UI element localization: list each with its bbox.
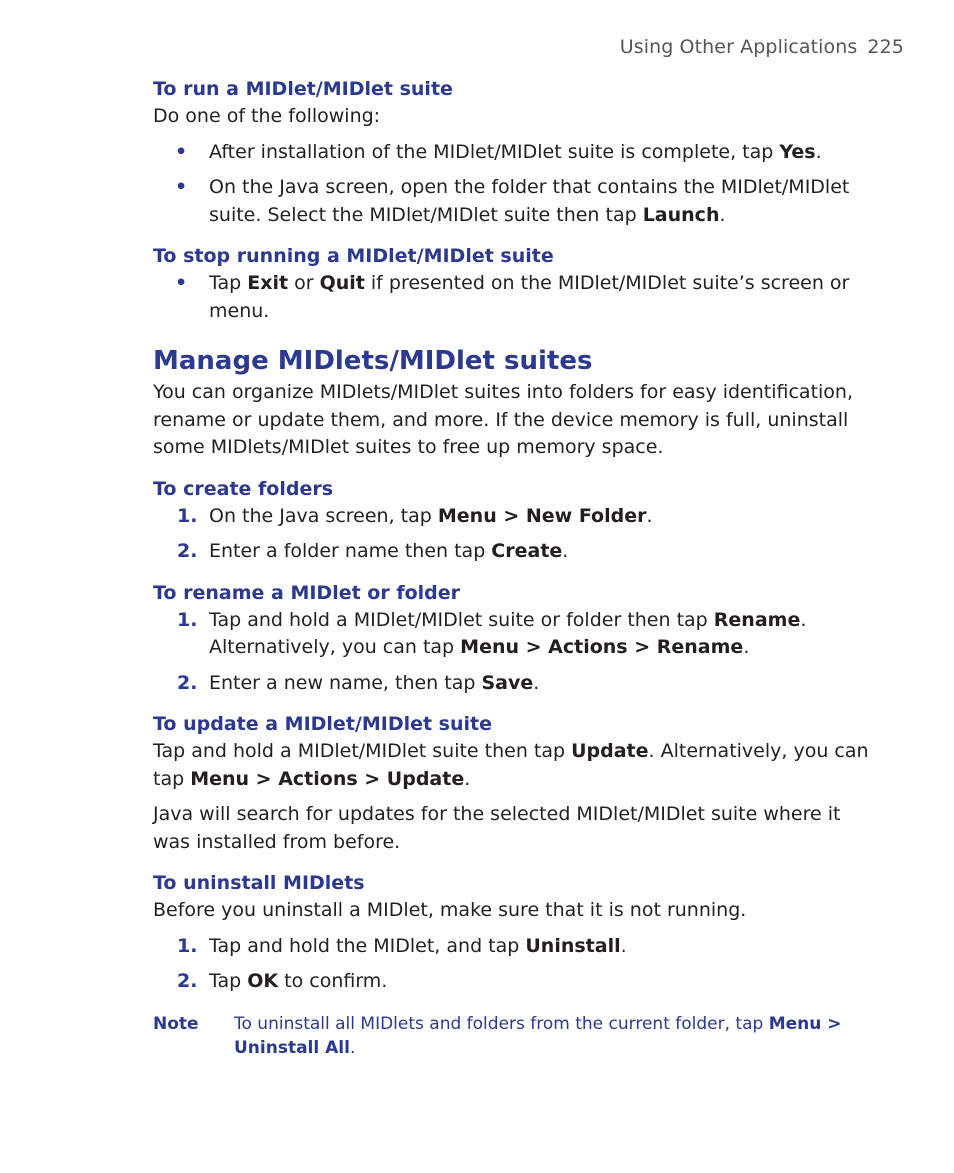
item-command: Yes xyxy=(779,140,816,163)
item-command: Launch xyxy=(642,203,720,226)
item-text: if presented on the MIDlet/MIDlet suite’s screen or menu. xyxy=(209,272,850,322)
item-text: . xyxy=(743,636,750,658)
item-text: . xyxy=(620,934,627,957)
item-text: Tap xyxy=(209,970,248,992)
page-header xyxy=(620,36,904,58)
item-command: Menu > New Folder xyxy=(437,504,647,527)
note-box xyxy=(153,1012,873,1060)
item-text: . xyxy=(646,504,653,527)
update-para xyxy=(153,738,873,793)
item-text: Tap xyxy=(209,272,248,294)
list-item xyxy=(153,270,873,325)
page-number: 225 xyxy=(867,36,904,58)
list-item xyxy=(153,174,873,229)
item-text: . xyxy=(719,203,726,226)
item-text: . xyxy=(815,140,822,163)
create-folders-section xyxy=(153,476,873,566)
item-text: . xyxy=(533,671,540,694)
uninstall-steps xyxy=(153,933,873,996)
note-command: Menu > Uninstall All xyxy=(234,1013,842,1058)
bullet-icon: • xyxy=(175,176,188,198)
list-item xyxy=(153,933,873,961)
item-text: . xyxy=(562,540,569,562)
list-item xyxy=(153,670,873,698)
note-text: . xyxy=(349,1037,356,1058)
item-text: On the Java screen, tap xyxy=(209,504,438,527)
item-text: Enter a folder name then tap xyxy=(209,540,492,562)
create-folders-heading: To create folders xyxy=(153,477,334,500)
run-suite-heading: To run a MIDlet/MIDlet suite xyxy=(153,78,453,100)
step-number: 2. xyxy=(177,671,198,694)
item-text: . Alternatively, you can tap xyxy=(209,608,807,658)
run-suite-list xyxy=(153,139,873,230)
section-title: Manage MIDlets/MIDlet suites xyxy=(153,346,593,376)
update-section xyxy=(153,711,873,856)
stop-suite-heading: To stop running a MIDlet/MIDlet suite xyxy=(153,245,554,267)
list-item xyxy=(153,538,873,566)
rename-section xyxy=(153,580,873,698)
item-command: Exit xyxy=(247,272,289,294)
step-number: 1. xyxy=(177,608,198,631)
list-item xyxy=(153,139,873,167)
item-command: Quit xyxy=(319,272,365,294)
uninstall-heading: To uninstall MIDlets xyxy=(153,872,365,894)
note-label: Note xyxy=(153,1013,199,1034)
manage-section xyxy=(153,345,873,462)
rename-heading: To rename a MIDlet or folder xyxy=(153,581,461,604)
run-suite-section xyxy=(153,76,873,229)
item-text: Enter a new name, then tap xyxy=(209,671,482,694)
create-folders-steps xyxy=(153,503,873,566)
bullet-icon: • xyxy=(175,140,188,163)
rename-steps xyxy=(153,607,873,698)
item-command: Create xyxy=(491,540,563,562)
note-text: To uninstall all MIDlets and folders from the current folder, tap xyxy=(234,1013,769,1034)
stop-suite-list xyxy=(153,270,873,325)
item-text: After installation of the MIDlet/MIDlet suite is complete, tap xyxy=(209,140,780,163)
step-number: 1. xyxy=(177,934,198,957)
item-command: Rename xyxy=(713,608,801,631)
page-content xyxy=(153,76,873,1074)
list-item xyxy=(153,503,873,531)
item-text: or xyxy=(288,272,320,294)
item-command: Save xyxy=(481,671,534,694)
step-number: 1. xyxy=(177,504,198,527)
item-text: Tap and hold a MIDlet/MIDlet suite or folder then tap xyxy=(209,608,714,631)
uninstall-section xyxy=(153,870,873,1060)
item-command: OK xyxy=(247,970,279,992)
header-section-title: Using Other Applications xyxy=(619,36,858,58)
item-text: to confirm. xyxy=(278,970,388,992)
stop-suite-section xyxy=(153,243,873,325)
para-text: Tap and hold a MIDlet/MIDlet suite then tap xyxy=(153,740,572,762)
para-command: Update xyxy=(571,740,649,762)
para-text: . Alternatively, you can tap xyxy=(153,740,869,790)
list-item xyxy=(153,607,873,662)
list-item xyxy=(153,968,873,996)
item-text: On the Java screen, open the folder that contains the MIDlet/MIDlet suite. Select the MIDlet/MIDlet suite then tap xyxy=(209,176,850,226)
run-suite-intro: Do one of the following: xyxy=(153,105,381,127)
step-number: 2. xyxy=(177,540,198,562)
step-number: 2. xyxy=(177,970,198,992)
manage-intro: You can organize MIDlets/MIDlet suites into folders for easy identification, rename or update them, and more. If the device memory is full, uninstall some MIDlets/MIDlet suites to free up memory space. xyxy=(153,381,854,458)
para-text: . xyxy=(464,767,471,790)
item-command: Menu > Actions > Rename xyxy=(460,636,744,658)
bullet-icon: • xyxy=(175,272,188,294)
para-command: Menu > Actions > Update xyxy=(190,767,465,790)
update-heading: To update a MIDlet/MIDlet suite xyxy=(153,713,493,735)
update-para-2: Java will search for updates for the selected MIDlet/MIDlet suite where it was installed from before. xyxy=(153,803,841,853)
uninstall-intro: Before you uninstall a MIDlet, make sure that it is not running. xyxy=(153,899,747,921)
item-text: Tap and hold the MIDlet, and tap xyxy=(209,934,526,957)
item-command: Uninstall xyxy=(525,934,621,957)
